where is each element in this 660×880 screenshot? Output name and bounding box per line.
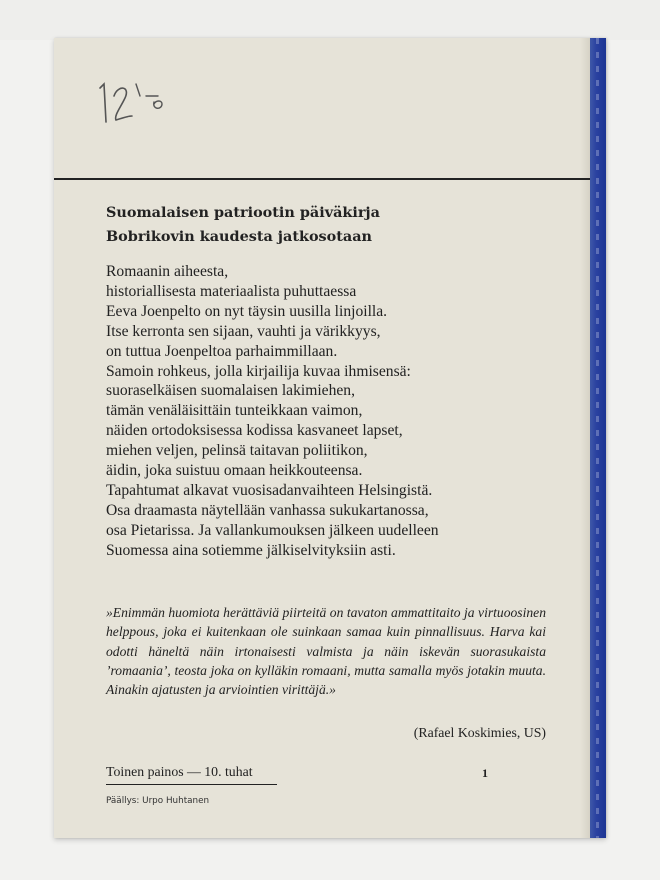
blurb-line: Romaanin aiheesta, — [106, 263, 229, 280]
book-spine — [590, 38, 606, 838]
review-quote-text: »Enimmän huomiota herättäviä piirteitä on tavaton ammattitaito ja virtuoosinen helppous, joka ei kuitenkaan ole suinkaan samaa kuin pinnallisuus. Harva kai odotti häneltä näin irtonaisesti valmista ja näin iskevän suorasukaista ’romaania’, teosta joka on kylläkin romaani, mutta samalla myös jotakin muuta. Ainakin ajatusten ja arviointien virittäjä.» — [106, 605, 546, 698]
edition-underline — [106, 784, 277, 785]
review-attribution: (Rafael Koskimies, US) — [413, 725, 546, 740]
blurb-line: Suomessa aina sotiemme jälkiselvityksiin asti. — [106, 541, 396, 559]
header-line-1: Suomalaisen patriootin päiväkirja — [106, 204, 380, 221]
top-divider — [54, 178, 590, 180]
review-quote — [106, 603, 546, 699]
cover-design-credit: Päällys: Urpo Huhtanen — [106, 796, 210, 806]
header-line-2: Bobrikovin kaudesta jatkosotaan — [106, 228, 373, 245]
handwritten-price-mark — [94, 66, 174, 126]
header — [106, 201, 576, 249]
edition-info: Toinen painos — 10. tuhat — [106, 764, 253, 779]
background — [0, 0, 660, 40]
blurb-line: Tapahtumat alkavat vuosisadanvaihteen Helsingistä. — [106, 481, 433, 499]
book-back-cover — [54, 38, 606, 838]
blurb-line: näiden ortodoksisessa kodissa kasvaneet lapset, — [106, 422, 403, 440]
blurb-line: tämän venäläisittäin tunteikkaan vaimon, — [106, 402, 363, 420]
blurb-line: Osa draamasta näytellään vanhassa sukukartanossa, — [106, 501, 429, 519]
blurb-line: osa Pietarissa. Ja vallankumouksen jälkeen uudelleen — [106, 521, 439, 539]
blurb-line: äidin, joka suistuu omaan heikkouteensa. — [106, 462, 363, 480]
blurb-line: suoraselkäisen suomalaisen lakimiehen, — [106, 382, 355, 400]
page-number: 1 — [482, 766, 488, 780]
blurb-line: on tuttua Joenpeltoa parhaimmillaan. — [106, 342, 338, 360]
blurb-line: Itse kerronta sen sijaan, vauhti ja värikkyys, — [106, 322, 381, 340]
blurb — [106, 262, 576, 561]
blurb-line: miehen veljen, pelinsä taitavan poliitikon, — [106, 442, 368, 460]
blurb-line: Samoin rohkeus, jolla kirjailija kuvaa ihmisensä: — [106, 362, 411, 380]
cover-edge-wear — [580, 38, 590, 838]
blurb-line: historiallisesta materiaalista puhuttaessa — [106, 282, 357, 300]
blurb-line: Eeva Joenpelto on nyt täysin uusilla linjoilla. — [106, 302, 388, 320]
